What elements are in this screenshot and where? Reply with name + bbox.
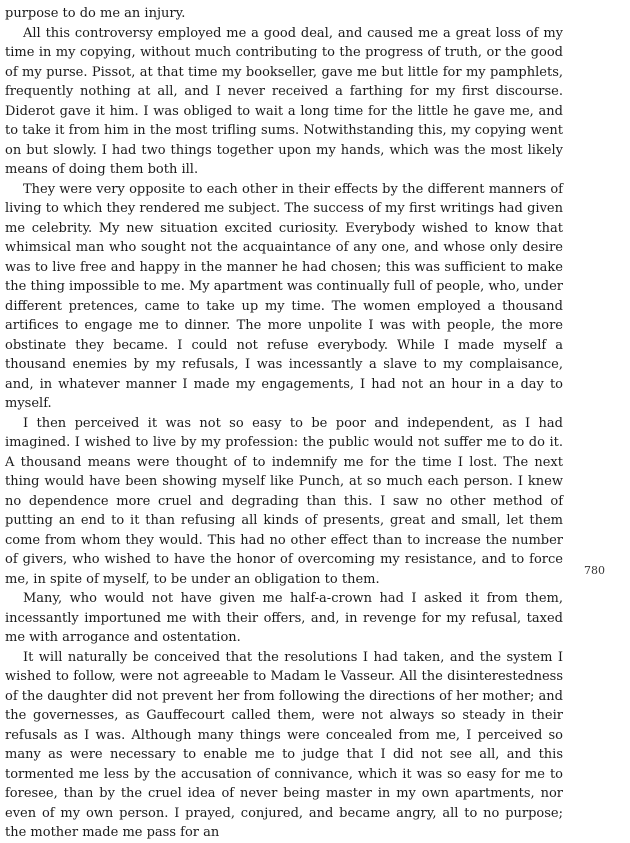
paragraph-4: I then perceived it was not so easy to be poor and independent, as I had imagined. I wished to live by my profession: the public would not suffer me to do it. A thousand means were thought of to indemnify me for the time I lost. The next thing would have been showing myself like Punch, at so much each person. I knew no dependence more cruel and degrading than this. I saw no other method of putting an end to it than refusing all kinds of presents, great and small, let them come from whom they would. This had no other effect than to increase the number of givers, who wished to have the honor of overcoming my resistance, and to force me, in spite of myself, to be under an obligation to them. — [5, 415, 563, 587]
paragraph-2: All this controversy employed me a good deal, and caused me a great loss of my time in my copying, without much contributing to the progress of truth, or the good of my purse. Pissot, at that time my bookseller, gave me but little for my pamphlets, frequently nothing at all, and I never received a farthing for my first discourse. Diderot gave it him. I was obliged to wait a long time for the little he gave me, and to take it from him in the most trifling sums. Notwithstanding this, my copying went on but slowly. I had two things together upon my hands, which was the most likely means of doing them both ill. — [5, 25, 563, 177]
paragraph-1: purpose to do me an injury. — [5, 6, 186, 21]
page-text — [5, 4, 563, 843]
paragraph-6: It will naturally be conceived that the resolutions I had taken, and the system I wished to follow, were not agreeable to Madam le Vasseur. All the disinterestedness of the daughter did not prevent her from following the directions of her mother; and the governesses, as Gauffecourt called them, were not always so steady in their refusals as I was. Although many things were concealed from me, I perceived so many as were necessary to enable me to judge that I did not see all, and this tormented me less by the accusation of connivance, which it was so easy for me to foresee, than by the cruel idea of never being master in my own apartments, nor even of my own person. I prayed, conjured, and became angry, all to no purpose; the mother made me pass for an — [5, 649, 563, 840]
paragraph-5: Many, who would not have given me half-a-crown had I asked it from them, incessantly importuned me with their offers, and, in revenge for my refusal, taxed me with arrogance and ostentation. — [5, 591, 563, 645]
paragraph-3: They were very opposite to each other in their effects by the different manners of living to which they rendered me subject. The success of my first writings had given me celebrity. My new situation excited curiosity. Everybody wished to know that whimsical man who sought not the acquaintance of any one, and whose only desire was to live free and happy in the manner he had chosen; this was sufficient to make the thing impossible to me. My apartment was continually full of people, who, under different pretences, came to take up my time. The women employed a thousand artifices to engage me to dinner. The more unpolite I was with people, the more obstinate they became. I could not refuse everybody. While I made myself a thousand enemies by my refusals, I was incessantly a slave to my complaisance, and, in whatever manner I made my engagements, I had not an hour in a day to myself. — [5, 181, 563, 411]
page-number: 780 — [584, 564, 605, 577]
